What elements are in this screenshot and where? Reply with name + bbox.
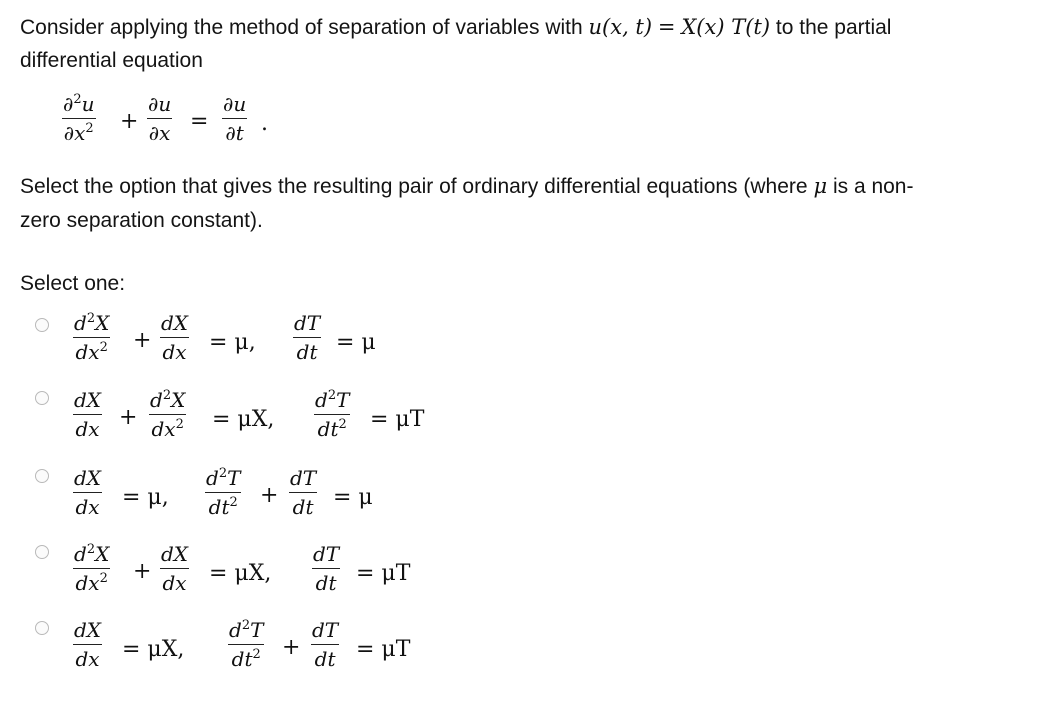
opt3-eq-mu2: = μ xyxy=(333,485,373,510)
fraction-bar xyxy=(73,414,102,415)
instruction-line1: Select the option that gives the resulting pair of ordinary differential equations (where μ is a non- xyxy=(20,174,914,198)
opt2-frac-d2T-dt2 xyxy=(314,389,350,440)
question-text-line2: differential equation xyxy=(20,49,203,72)
fraction-denominator: ∂t xyxy=(225,121,244,145)
opt3-plus: + xyxy=(260,483,279,508)
pde-term-du-dt xyxy=(222,93,247,144)
fraction-bar xyxy=(149,414,186,415)
fraction-bar xyxy=(205,492,241,493)
opt5-eq-muX: = μX, xyxy=(122,637,185,662)
option-4[interactable] xyxy=(0,541,1062,621)
fraction-denominator: dx xyxy=(162,571,187,595)
fraction-bar xyxy=(73,568,110,569)
fraction-denominator: dx xyxy=(75,647,100,671)
opt1-eq-mu2: = μ xyxy=(336,330,376,355)
option-4-radio[interactable] xyxy=(35,545,49,559)
fraction-denominator: dt xyxy=(314,647,336,671)
opt1-frac-dT-dt xyxy=(293,312,321,363)
question-intro: Consider applying the method of separation of variables with xyxy=(20,16,583,39)
fraction-numerator: $d^2T$ xyxy=(206,466,241,490)
fraction-numerator: $d^2X$ xyxy=(150,388,186,412)
opt4-eq-muT: = μT xyxy=(356,561,411,586)
opt2-plus: + xyxy=(119,405,138,430)
fraction-bar xyxy=(311,644,339,645)
fraction-denominator: dt xyxy=(315,571,337,595)
fraction-numerator: dT xyxy=(312,618,339,642)
instruction-line2: zero separation constant). xyxy=(20,209,263,232)
fraction-numerator: dT xyxy=(290,466,317,490)
opt4-plus: + xyxy=(133,559,152,584)
option-1[interactable] xyxy=(0,310,1062,390)
fraction-denominator: $dx^2$ xyxy=(75,340,108,364)
fraction-denominator: ∂x xyxy=(148,121,171,145)
fraction-numerator: ∂u xyxy=(148,92,172,116)
opt3-frac-dT-dt xyxy=(289,467,317,518)
fraction-bar xyxy=(73,337,110,338)
opt4-frac-dT-dt xyxy=(312,543,340,594)
fraction-bar xyxy=(289,492,317,493)
opt5-frac-dT-dt xyxy=(311,619,339,670)
fraction-numerator: ∂u xyxy=(223,92,247,116)
pde-period: . xyxy=(261,111,268,136)
fraction-denominator: $dx^2$ xyxy=(151,417,184,441)
fraction-bar xyxy=(73,492,102,493)
fraction-numerator: $d^2T$ xyxy=(229,618,264,642)
fraction-denominator: $dt^2$ xyxy=(317,417,347,441)
fraction-numerator: dX xyxy=(74,388,102,412)
opt2-frac-dX-dx xyxy=(73,389,102,440)
opt1-eq-mu: = μ, xyxy=(209,330,256,355)
fraction-numerator: dT xyxy=(313,542,340,566)
option-1-radio[interactable] xyxy=(35,318,49,332)
opt5-frac-d2T-dt2 xyxy=(228,619,264,670)
fraction-numerator: ∂$^2$u xyxy=(63,92,95,116)
fraction-numerator: $d^2T$ xyxy=(315,388,350,412)
opt3-eq-mu: = μ, xyxy=(122,485,169,510)
opt4-frac-d2X-dx2 xyxy=(73,543,110,594)
opt4-eq-muX: = μX, xyxy=(209,561,272,586)
fraction-bar xyxy=(147,118,172,119)
math-XT: X(x) T(t) xyxy=(681,15,771,39)
pde-term-du-dx xyxy=(147,93,172,144)
fraction-bar xyxy=(160,568,189,569)
fraction-numerator: dT xyxy=(294,311,321,335)
fraction-denominator: dt xyxy=(296,340,318,364)
opt2-eq-muT: = μT xyxy=(370,407,425,432)
opt5-eq-muT: = μT xyxy=(356,637,411,662)
question-text-line1 xyxy=(20,15,891,40)
opt4-frac-dX-dx xyxy=(160,543,189,594)
fraction-numerator: dX xyxy=(161,311,189,335)
opt1-frac-dX-dx xyxy=(160,312,189,363)
option-5-radio[interactable] xyxy=(35,621,49,635)
fraction-bar xyxy=(312,568,340,569)
fraction-bar xyxy=(293,337,321,338)
fraction-denominator: $dt^2$ xyxy=(231,647,261,671)
fraction-denominator: dx xyxy=(162,340,187,364)
option-3-radio[interactable] xyxy=(35,469,49,483)
fraction-bar xyxy=(228,644,264,645)
opt3-frac-dX-dx xyxy=(73,467,102,518)
pde-term-d2u-dx2 xyxy=(62,93,96,144)
fraction-denominator: dx xyxy=(75,417,100,441)
pde-equals: = xyxy=(190,109,209,134)
mu-symbol: μ xyxy=(813,174,828,198)
fraction-denominator: dx xyxy=(75,495,100,519)
fraction-bar xyxy=(73,644,102,645)
fraction-numerator: $d^2X$ xyxy=(74,542,110,566)
opt3-frac-d2T-dt2 xyxy=(205,467,241,518)
option-3[interactable] xyxy=(0,465,1062,545)
math-u-xt: u(x, t) xyxy=(588,15,653,39)
fraction-denominator: $\partial x^2$ xyxy=(63,121,94,145)
fraction-numerator: dX xyxy=(74,618,102,642)
fraction-bar xyxy=(160,337,189,338)
fraction-denominator: dt xyxy=(292,495,314,519)
question-intro-tail: to the partial xyxy=(775,16,892,39)
fraction-numerator: $d^2X$ xyxy=(74,311,110,335)
option-2-radio[interactable] xyxy=(35,391,49,405)
fraction-bar xyxy=(314,414,350,415)
opt1-plus: + xyxy=(133,328,152,353)
math-equals: = xyxy=(657,15,676,39)
opt5-plus: + xyxy=(282,635,301,660)
opt1-frac-d2X-dx2 xyxy=(73,312,110,363)
fraction-numerator: dX xyxy=(161,542,189,566)
fraction-bar xyxy=(222,118,247,119)
option-5[interactable] xyxy=(0,617,1062,697)
opt5-frac-dX-dx xyxy=(73,619,102,670)
fraction-denominator: $dt^2$ xyxy=(208,495,238,519)
fraction-denominator: $dx^2$ xyxy=(75,571,108,595)
fraction-numerator: dX xyxy=(74,466,102,490)
select-one-label: Select one: xyxy=(20,272,126,295)
pde-plus: + xyxy=(120,109,139,134)
opt2-frac-d2X-dx2 xyxy=(149,389,186,440)
fraction-bar xyxy=(62,118,96,119)
option-2[interactable] xyxy=(0,387,1062,467)
opt2-eq-muX: = μX, xyxy=(212,407,275,432)
